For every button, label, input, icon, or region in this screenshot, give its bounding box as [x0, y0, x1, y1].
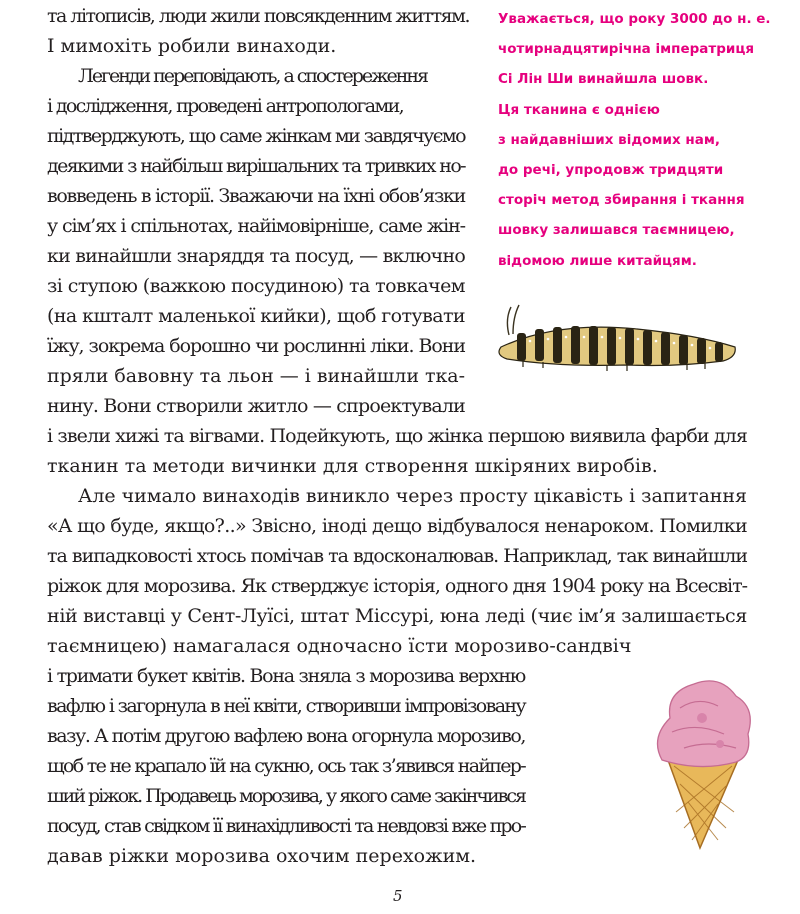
body-line: Але чимало винаходів виникло через просту цікавість і запитання — [78, 485, 747, 507]
body-line: та випадковості хтось помічав та вдосконалював. Наприклад, так винайшли — [47, 545, 747, 567]
body-line: тканин та методи вичинки для створення шкіряних виробів. — [47, 455, 658, 477]
body-line: і дослідження, проведені антропологами, — [47, 95, 403, 117]
ice-cream-cone-illustration — [640, 648, 760, 858]
body-line: нину. Вони створили житло — спроектували — [47, 395, 465, 417]
page-number: 5 — [393, 887, 403, 905]
body-line: вовведень в історії. Зважаючи на їхні обов’язки — [47, 185, 465, 207]
sidebar-line: сторіч метод збирання і ткання — [498, 192, 745, 209]
sidebar-line: Ця тканина є однією — [498, 101, 660, 118]
sidebar-line: шовку залишався таємницею, — [498, 222, 735, 239]
body-line: їжу, зокрема борошно чи рослинні ліки. Вони — [47, 335, 465, 357]
body-line: ший ріжок. Продавець морозива, у якого саме закінчився — [47, 785, 525, 807]
sidebar-line: з найдавніших відомих нам, — [498, 131, 721, 148]
body-line: зі ступою (важкою посудиною) та товкачем — [47, 275, 465, 297]
caterpillar-illustration — [487, 297, 747, 377]
body-line: деякими з найбільш вирішальних та тривких но- — [47, 155, 465, 177]
body-line: Легенди переповідають, а спостереження — [78, 65, 427, 87]
body-line: вазу. А потім другою вафлею вона огорнула морозиво, — [47, 725, 525, 747]
body-line: та літописів, люди жили повсякденним життям. — [47, 5, 469, 27]
body-line: ки винайшли знаряддя та посуд, — включно — [47, 245, 465, 267]
body-line: щоб те не крапало їй на сукню, ось так з’явився найпер- — [47, 755, 525, 777]
sidebar-line: Сі Лін Ши винайшла шовк. — [498, 71, 709, 88]
body-line: посуд, став свідком її винахідливості та невдовзі вже про- — [47, 815, 525, 837]
body-line: «А що буде, якщо?..» Звісно, іноді дещо відбувалося ненароком. Помилки — [47, 515, 748, 537]
body-line: підтверджують, що саме жінкам ми завдячуємо — [47, 125, 465, 147]
body-line: і звели хижі та вігвами. Подейкують, що жінка першою виявила фарби для — [47, 425, 747, 447]
body-line: І мимохіть робили винаходи. — [47, 35, 337, 57]
sidebar-line: Уважається, що року 3000 до н. е. — [498, 11, 771, 27]
body-line: ній виставці у Сент-Луїсі, штат Міссурі, юна леді (чиє ім’я залишається — [47, 605, 747, 627]
sidebar-line: відомою лише китайцям. — [498, 252, 697, 269]
body-line: пряли бавовну та льон — і винайшли тка- — [47, 365, 465, 387]
body-line: таємницею) намагалася одночасно їсти морозиво-сандвіч — [47, 635, 632, 657]
body-line: ріжок для морозива. Як стверджує історія, одного дня 1904 року на Всесвіт- — [47, 575, 747, 597]
body-line: давав ріжки морозива охочим перехожим. — [47, 845, 477, 867]
sidebar-line: до речі, упродовж тридцяти — [498, 162, 724, 179]
body-line: у сім’ях і спільнотах, найімовірніше, саме жін- — [47, 215, 465, 237]
sidebar-fact — [498, 4, 771, 276]
body-line: і тримати букет квітів. Вона зняла з морозива верхню — [47, 665, 525, 687]
sidebar-line: чотирнадцятирічна імператриця — [498, 41, 755, 58]
body-line: вафлю і загорнула в неї квіти, створивши імпровізовану — [47, 695, 525, 717]
body-line: (на кшталт маленької кийки), щоб готувати — [47, 305, 465, 327]
